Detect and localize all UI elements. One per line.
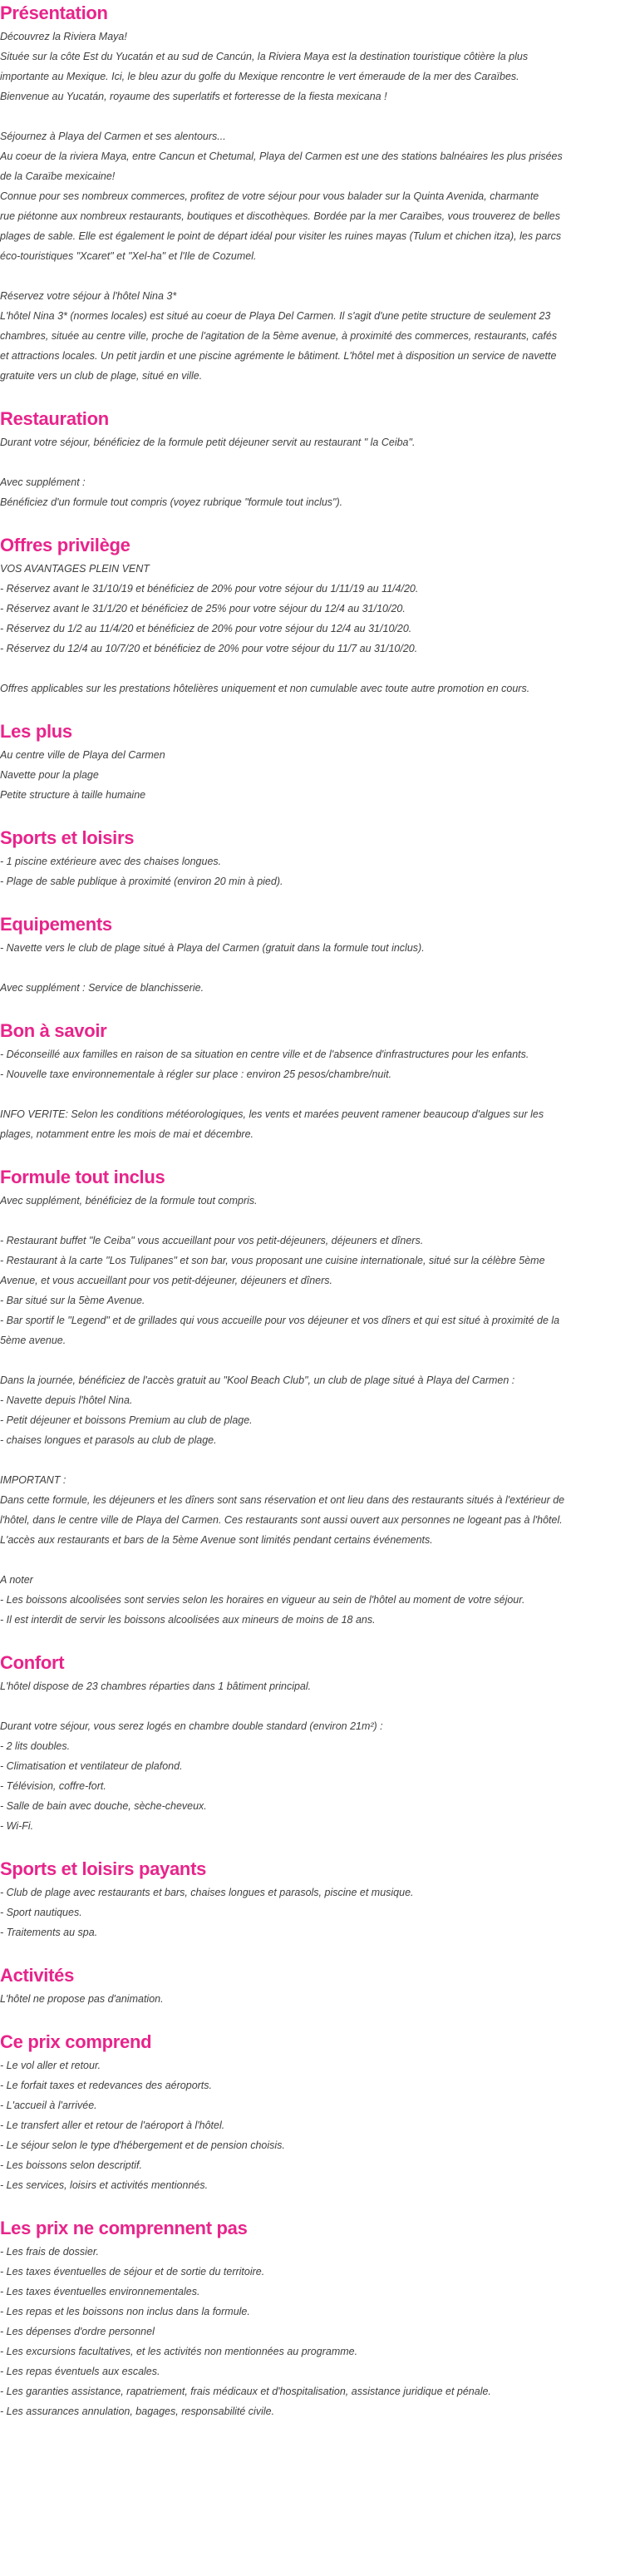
text-line: Bénéficiez d'un formule tout compris (voyez rubrique "formule tout inclus"). <box>0 496 343 508</box>
text-line: Avec supplément, bénéficiez de la formule tout compris. <box>0 1195 258 1207</box>
text-line: - Réservez du 1/2 au 11/4/20 et bénéficiez de 20% pour votre séjour du 12/4 au 31/10/20. <box>0 623 412 634</box>
paragraph-spacer <box>0 1450 625 1470</box>
text-line: - Réservez du 12/4 au 10/7/20 et bénéficiez de 20% pour votre séjour du 11/7 au 31/10/20. <box>0 643 418 654</box>
paragraph-spacer <box>0 1550 625 1570</box>
section-equipements <box>0 911 625 998</box>
text-line: - Déconseillé aux familles en raison de sa situation en centre ville et de l'absence d'infrastructures pour les enfants. <box>0 1049 529 1060</box>
text-line: - Les taxes éventuelles environnementales. <box>0 2286 200 2297</box>
text-line: importante au Mexique. Ici, le bleu azur du golfe du Mexique rencontre le vert émeraude de la mer des Caraïbes. <box>0 71 519 82</box>
text-line: - Les repas éventuels aux escales. <box>0 2366 160 2377</box>
text-line: INFO VERITE: Selon les conditions météorologiques, les vents et marées peuvent ramener beaucoup d'algues sur les <box>0 1108 544 1120</box>
text-line: - Le transfert aller et retour de l'aéroport à l'hôtel. <box>0 2120 225 2131</box>
paragraph-spacer <box>0 1350 625 1370</box>
section-offres-privilege <box>0 532 625 698</box>
section-formule-tout-inclus <box>0 1164 625 1630</box>
text-line: plages de sable. Elle est également le point de départ idéal pour visiter les ruines mayas (Tulum et chichen itza), les parcs <box>0 230 562 242</box>
text-line: Au coeur de la riviera Maya, entre Cancun et Chetumal, Playa del Carmen est une des stations balnéaires les plus prisées <box>0 151 563 162</box>
text-line: L'hôtel ne propose pas d'animation. <box>0 1993 164 2005</box>
text-line: Petite structure à taille humaine <box>0 789 146 801</box>
text-line: éco-touristiques "Xcaret" et "Xel-ha" et l'Ile de Cozumel. <box>0 250 257 262</box>
section-les-prix-ne-comprennent-pas <box>0 2215 625 2421</box>
paragraph-spacer <box>0 106 625 126</box>
text-line: - Les garanties assistance, rapatriement, frais médicaux et d'hospitalisation, assistance juridique et pénale. <box>0 2386 491 2397</box>
text-line: - Les excursions facultatives, et les activités non mentionnées au programme. <box>0 2346 358 2357</box>
text-line: - Climatisation et ventilateur de plafond. <box>0 1760 183 1772</box>
text-line: - L'accueil à l'arrivée. <box>0 2100 97 2111</box>
text-line: - Wi-Fi. <box>0 1820 34 1832</box>
section-body <box>0 432 625 512</box>
text-line: Avenue, et vous accueillant pour vos petit-déjeuner, déjeuners et dîners. <box>0 1275 333 1286</box>
paragraph-spacer <box>0 1696 625 1716</box>
section-heading: Confort <box>0 1652 65 1673</box>
section-body <box>0 1676 625 1836</box>
text-line: Bienvenue au Yucatán, royaume des superlatifs et forteresse de la fiesta mexicana ! <box>0 91 387 102</box>
text-line: - Les boissons selon descriptif. <box>0 2159 142 2171</box>
paragraph-spacer <box>0 266 625 286</box>
text-line: - Télévision, coffre-fort. <box>0 1780 106 1792</box>
section-body <box>0 1989 625 2009</box>
section-heading: Equipements <box>0 914 112 935</box>
text-line: et attractions locales. Un petit jardin et une piscine agrémente le bâtiment. L'hôtel met à disposition un service de navette <box>0 350 557 362</box>
section-restauration <box>0 406 625 512</box>
text-line: - Petit déjeuner et boissons Premium au club de plage. <box>0 1414 253 1426</box>
section-presentation <box>0 0 625 386</box>
text-line: L'accès aux restaurants et bars de la 5ème Avenue sont limités pendant certains événements. <box>0 1534 433 1546</box>
text-line: - Salle de bain avec douche, sèche-cheveux. <box>0 1800 207 1812</box>
section-body <box>0 27 625 386</box>
section-bon-a-savoir <box>0 1018 625 1144</box>
paragraph-spacer <box>0 452 625 472</box>
section-heading: Les prix ne comprennent pas <box>0 2218 248 2238</box>
section-heading: Activités <box>0 1965 75 1986</box>
text-line: - Restaurant buffet "le Ceiba" vous accueillant pour vos petit-déjeuners, déjeuners et dîners. <box>0 1235 424 1246</box>
text-line: Réservez votre séjour à l'hôtel Nina 3* <box>0 290 177 302</box>
text-line: rue piétonne aux nombreux restaurants, boutiques et discothèques. Bordée par la mer Caraïbes, vous trouverez de belles <box>0 210 561 222</box>
text-line: - Navette depuis l'hôtel Nina. <box>0 1394 133 1406</box>
text-line: plages, notamment entre les mois de mai et décembre. <box>0 1128 254 1140</box>
section-sports-et-loisirs-payants <box>0 1856 625 1942</box>
text-line: - Le vol aller et retour. <box>0 2060 101 2071</box>
text-line: Dans cette formule, les déjeuners et les dîners sont sans réservation et ont lieu dans des restaurants situés à l'extérieur de <box>0 1494 565 1506</box>
text-line: - Le séjour selon le type d'hébergement et de pension choisis. <box>0 2139 285 2151</box>
text-line: - Nouvelle taxe environnementale à régler sur place : environ 25 pesos/chambre/nuit. <box>0 1068 392 1080</box>
paragraph-spacer <box>0 659 625 679</box>
section-confort <box>0 1650 625 1836</box>
text-line: - Réservez avant le 31/10/19 et bénéficiez de 20% pour votre séjour du 1/11/19 au 11/4/20. <box>0 583 419 595</box>
text-line: - Sport nautiques. <box>0 1907 82 1918</box>
section-body <box>0 745 625 805</box>
text-line: L'hôtel dispose de 23 chambres réparties dans 1 bâtiment principal. <box>0 1680 312 1692</box>
text-line: Séjournez à Playa del Carmen et ses alentours... <box>0 131 226 142</box>
paragraph-spacer <box>0 958 625 978</box>
text-line: Durant votre séjour, vous serez logés en chambre double standard (environ 21m²) : <box>0 1720 383 1732</box>
text-line: - Les frais de dossier. <box>0 2246 100 2258</box>
section-body <box>0 938 625 998</box>
section-heading: Sports et loisirs payants <box>0 1858 207 1879</box>
section-activites <box>0 1962 625 2009</box>
text-line: Dans la journée, bénéficiez de l'accès gratuit au "Kool Beach Club", un club de plage situé à Playa del Carmen : <box>0 1374 515 1386</box>
text-line: - Bar situé sur la 5ème Avenue. <box>0 1295 145 1306</box>
paragraph-spacer <box>0 1084 625 1104</box>
text-line: - Réservez avant le 31/1/20 et bénéficiez de 25% pour votre séjour du 12/4 au 31/10/20. <box>0 603 406 614</box>
text-line: - 2 lits doubles. <box>0 1740 71 1752</box>
text-line: - Les repas et les boissons non inclus dans la formule. <box>0 2306 250 2317</box>
text-line: VOS AVANTAGES PLEIN VENT <box>0 563 150 575</box>
text-line: Avec supplément : Service de blanchisserie. <box>0 982 204 994</box>
section-heading: Restauration <box>0 408 109 429</box>
text-line: de la Caraïbe mexicaine! <box>0 170 116 182</box>
section-heading: Ce prix comprend <box>0 2031 152 2052</box>
section-sports-et-loisirs <box>0 825 625 891</box>
section-heading: Sports et loisirs <box>0 827 135 848</box>
text-line: chambres, située au centre ville, proche de l'agitation de la 5ème avenue, à proximité des commerces, restaurants, cafés <box>0 330 558 342</box>
text-line: - Les dépenses d'ordre personnel <box>0 2326 155 2337</box>
text-line: - Club de plage avec restaurants et bars, chaises longues et parasols, piscine et musique. <box>0 1887 414 1898</box>
section-body <box>0 1044 625 1144</box>
section-heading: Présentation <box>0 2 108 23</box>
text-line: - Plage de sable publique à proximité (environ 20 min à pied). <box>0 876 283 887</box>
text-line: - Traitements au spa. <box>0 1927 98 1938</box>
text-line: l'hôtel, dans le centre ville de Playa del Carmen. Ces restaurants sont aussi ouvert aux personnes ne logeant pas à l'hôtel. <box>0 1514 563 1526</box>
text-line: - Restaurant à la carte "Los Tulipanes" et son bar, vous proposant une cuisine internationale, situé sur la célèbre 5ème <box>0 1255 545 1266</box>
text-line: Durant votre séjour, bénéficiez de la formule petit déjeuner servit au restaurant " la Ceiba". <box>0 437 416 448</box>
text-line: Connue pour ses nombreux commerces, profitez de votre séjour pour vous balader sur la Quinta Avenida, charmante <box>0 190 539 202</box>
text-line: - Les services, loisirs et activités mentionnés. <box>0 2179 209 2191</box>
text-line: IMPORTANT : <box>0 1474 66 1486</box>
text-line: - Les assurances annulation, bagages, responsabilité civile. <box>0 2406 275 2417</box>
section-les-plus <box>0 718 625 805</box>
text-line: 5ème avenue. <box>0 1335 66 1346</box>
paragraph-spacer <box>0 1211 625 1231</box>
text-line: - 1 piscine extérieure avec des chaises longues. <box>0 856 222 867</box>
section-body <box>0 2055 625 2195</box>
section-body <box>0 559 625 698</box>
text-line: gratuite vers un club de plage, situé en ville. <box>0 370 203 382</box>
text-line: - Le forfait taxes et redevances des aéroports. <box>0 2080 212 2091</box>
text-line: Située sur la côte Est du Yucatán et au sud de Cancún, la Riviera Maya est la destination touristique côtière la plus <box>0 51 529 62</box>
section-body <box>0 851 625 891</box>
text-line: Découvrez la Riviera Maya! <box>0 31 127 42</box>
text-line: - Les taxes éventuelles de séjour et de sortie du territoire. <box>0 2266 265 2277</box>
section-ce-prix-comprend <box>0 2029 625 2195</box>
text-line: - Navette vers le club de plage situé à Playa del Carmen (gratuit dans la formule tout inclus). <box>0 942 425 954</box>
section-body <box>0 1191 625 1630</box>
section-body <box>0 1883 625 1942</box>
text-line: - Il est interdit de servir les boissons alcoolisées aux mineurs de moins de 18 ans. <box>0 1614 376 1626</box>
text-line: L'hôtel Nina 3* (normes locales) est situé au coeur de Playa Del Carmen. Il s'agit d'une petite structure de seulement 23 <box>0 310 551 322</box>
section-body <box>0 2242 625 2421</box>
text-line: Navette pour la plage <box>0 769 99 781</box>
text-line: Au centre ville de Playa del Carmen <box>0 749 165 761</box>
section-heading: Formule tout inclus <box>0 1167 165 1187</box>
text-line: Avec supplément : <box>0 476 86 488</box>
section-heading: Bon à savoir <box>0 1020 107 1041</box>
text-line: - Les boissons alcoolisées sont servies selon les horaires en vigueur au sein de l'hôtel au moment de votre séjour. <box>0 1594 525 1606</box>
text-line: Offres applicables sur les prestations hôtelières uniquement et non cumulable avec toute autre promotion en cours. <box>0 683 530 694</box>
text-line: - chaises longues et parasols au club de plage. <box>0 1434 217 1446</box>
text-line: - Bar sportif le "Legend" et de grillades qui vous accueille pour vos déjeuner et vos dîners et qui est situé à proximité de la <box>0 1315 560 1326</box>
section-heading: Les plus <box>0 721 72 742</box>
text-line: A noter <box>0 1574 33 1586</box>
section-heading: Offres privilège <box>0 535 130 555</box>
